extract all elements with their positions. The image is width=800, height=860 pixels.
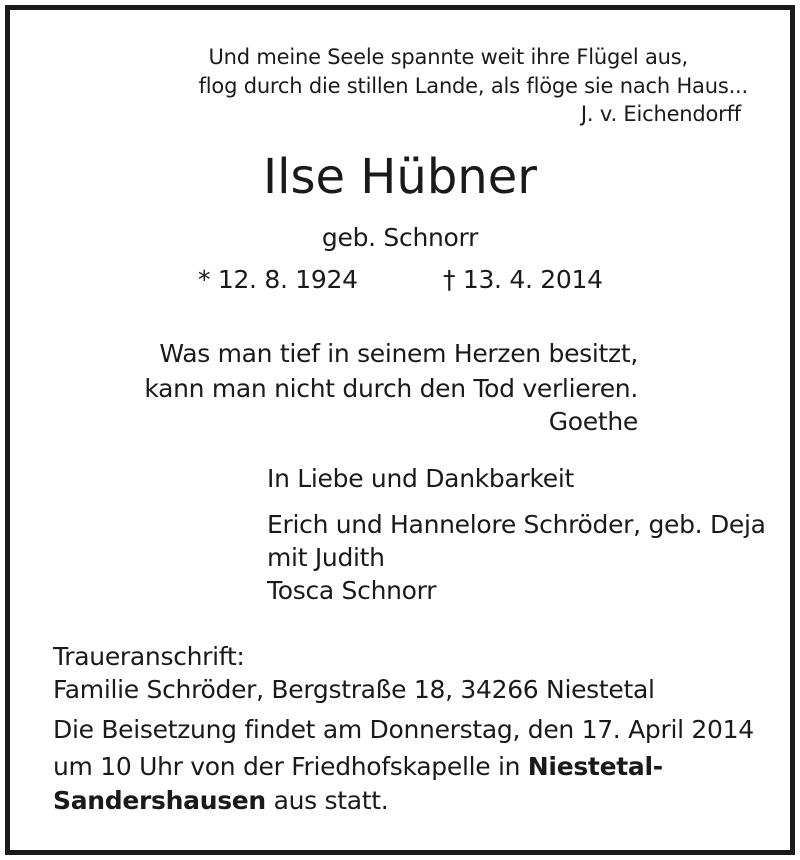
mourners-line-1: Erich und Hannelore Schröder, geb. Deja	[267, 510, 766, 539]
funeral-line-1: Die Beisetzung findet am Donnerstag, den 17. April 2014	[53, 715, 754, 744]
funeral-place-part-1: Niestetal-	[527, 752, 663, 781]
maiden-name: geb. Schnorr	[321, 223, 479, 252]
funeral-place-part-2: Sandershausen	[53, 786, 266, 815]
deceased-name: Ilse Hübner	[263, 149, 537, 205]
death-date: † 13. 4. 2014	[443, 265, 603, 294]
opening-quote-line-1: Und meine Seele spannte weit ihre Flügel aus,	[208, 45, 688, 69]
second-quote-line-1: Was man tief in seinem Herzen besitzt,	[159, 339, 638, 368]
opening-quote-line-2: flog durch die stillen Lande, als flöge sie nach Haus...	[198, 74, 748, 98]
address-text: Familie Schröder, Bergstraße 18, 34266 Niestetal	[53, 675, 655, 704]
funeral-line-2	[53, 754, 663, 779]
funeral-line-3-suffix: aus statt.	[265, 786, 389, 815]
mourners-line-2: mit Judith	[267, 543, 385, 572]
mourners-line-3: Tosca Schnorr	[267, 576, 437, 605]
mourners-intro: In Liebe und Dankbarkeit	[267, 464, 574, 493]
address-label: Traueranschrift:	[53, 642, 245, 671]
birth-date: * 12. 8. 1924	[198, 265, 358, 294]
second-quote-author: Goethe	[548, 407, 638, 436]
funeral-line-2-prefix: um 10 Uhr von der Friedhofskapelle in	[53, 752, 528, 781]
second-quote-line-2: kann man nicht durch den Tod verlieren.	[144, 374, 638, 403]
funeral-line-3	[53, 788, 388, 813]
opening-quote-author: J. v. Eichendorff	[580, 102, 741, 126]
